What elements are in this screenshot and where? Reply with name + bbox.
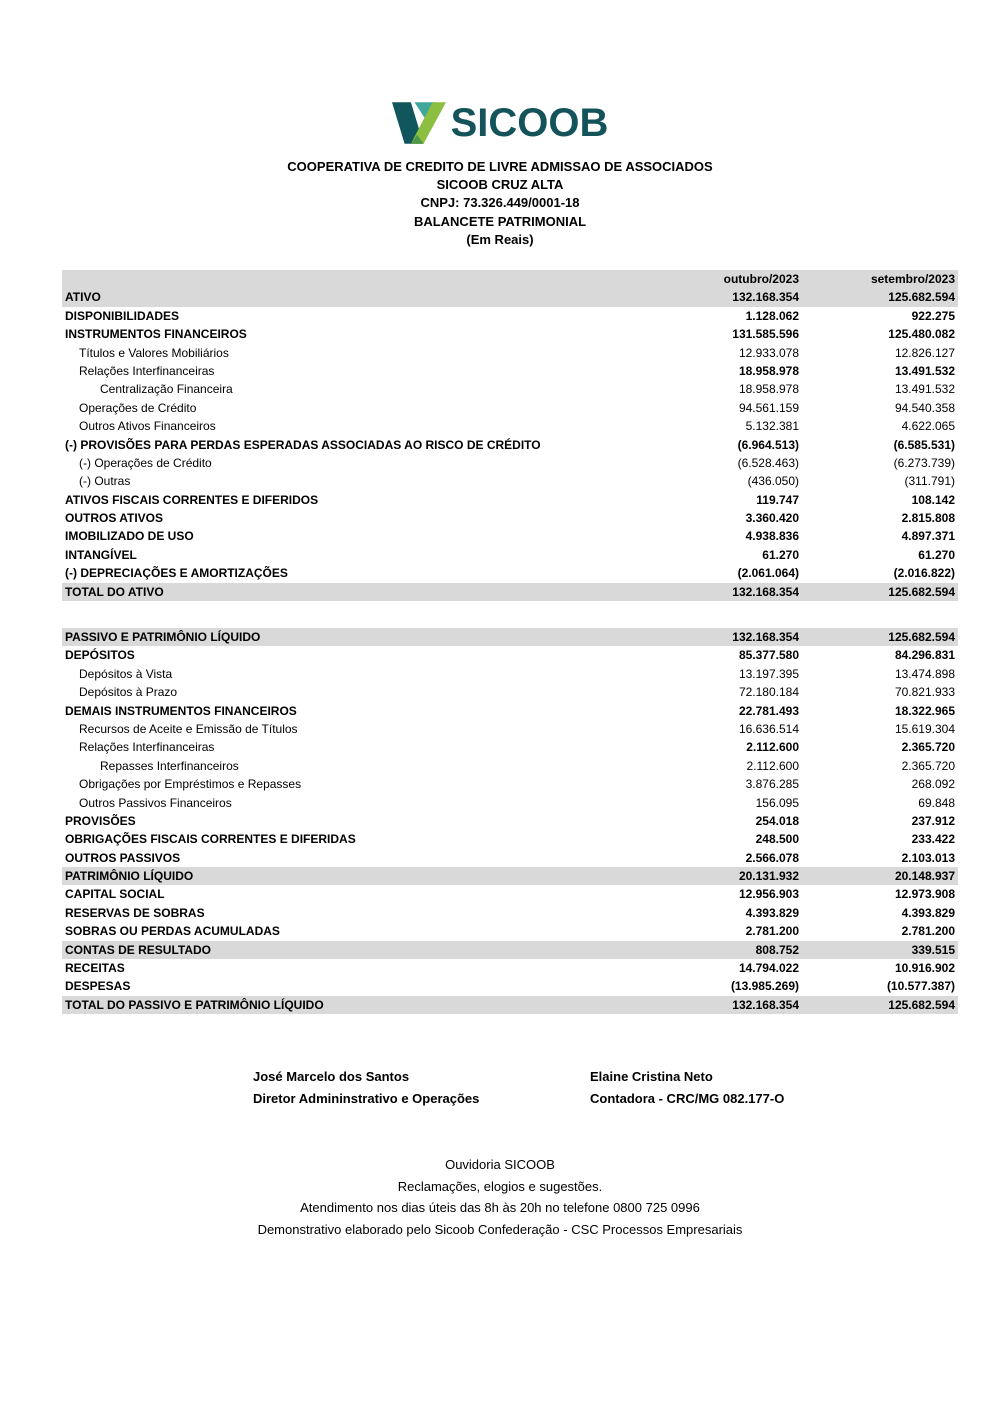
row-value-setembro: 84.296.831: [894, 648, 955, 663]
row-value-outubro: 22.781.493: [738, 703, 799, 718]
row-value-outubro: 94.561.159: [738, 400, 799, 415]
row-value-outubro: 2.112.600: [746, 740, 799, 755]
row-value-setembro: 125.480.082: [888, 327, 955, 342]
table-row: [62, 812, 958, 830]
row-value-setembro: 4.622.065: [901, 419, 955, 434]
signer-name: Elaine Cristina Neto: [590, 1069, 713, 1084]
row-value-setembro: 13.474.898: [894, 666, 955, 681]
table-header-row: [62, 270, 958, 288]
row-label: Outros Ativos Financeiros: [79, 419, 216, 434]
passivo-table: [62, 628, 958, 1014]
row-value-outubro: 132.168.354: [732, 997, 799, 1012]
table-row: [62, 702, 958, 720]
branch-name: SICOOB CRUZ ALTA: [436, 177, 564, 193]
row-label: PATRIMÔNIO LÍQUIDO: [65, 869, 194, 884]
column-header-outubro: outubro/2023: [723, 272, 799, 286]
row-value-outubro: 12.933.078: [738, 345, 799, 360]
row-label: Operações de Crédito: [79, 400, 197, 415]
row-label: SOBRAS OU PERDAS ACUMULADAS: [65, 924, 280, 939]
table-row: [62, 904, 958, 922]
row-value-outubro: 3.876.285: [745, 777, 799, 792]
table-row: [62, 564, 958, 582]
row-label: Depósitos à Vista: [79, 666, 173, 681]
row-value-setembro: 4.393.829: [901, 905, 955, 920]
row-value-setembro: 94.540.358: [894, 400, 955, 415]
row-value-setembro: (6.585.531): [893, 437, 955, 452]
row-label: DEMAIS INSTRUMENTOS FINANCEIROS: [65, 703, 297, 718]
row-value-setembro: 922.275: [911, 308, 955, 323]
row-value-outubro: 2.112.600: [746, 758, 799, 773]
table-row: [62, 307, 958, 325]
row-value-setembro: 18.322.965: [894, 703, 955, 718]
row-value-setembro: (10.577.387): [886, 979, 955, 994]
table-row: [62, 794, 958, 812]
row-value-outubro: 72.180.184: [738, 685, 799, 700]
table-row: [62, 628, 958, 646]
row-value-setembro: 15.619.304: [894, 721, 955, 736]
currency-note: (Em Reais): [466, 231, 534, 247]
row-value-outubro: 254.018: [755, 813, 799, 828]
table-row: [62, 646, 958, 664]
elaboration-note: Demonstrativo elaborado pelo Sicoob Confederação - CSC Processos Empresariais: [257, 1221, 743, 1237]
row-label: Depósitos à Prazo: [79, 685, 178, 700]
row-label: RECEITAS: [65, 961, 125, 976]
row-value-outubro: 13.197.395: [738, 666, 799, 681]
row-value-outubro: 131.585.596: [732, 327, 799, 342]
row-label: Obrigações por Empréstimos e Repasses: [79, 777, 302, 792]
row-label: OUTROS ATIVOS: [65, 511, 164, 526]
row-label: TOTAL DO ATIVO: [65, 584, 164, 599]
row-value-outubro: (6.528.463): [737, 455, 799, 470]
row-label: CAPITAL SOCIAL: [65, 887, 165, 902]
row-value-outubro: 1.128.062: [745, 308, 799, 323]
row-value-outubro: 156.095: [755, 795, 799, 810]
table-row: [62, 399, 958, 417]
row-value-outubro: 85.377.580: [738, 648, 799, 663]
row-value-outubro: 3.360.420: [745, 511, 799, 526]
row-label: RESERVAS DE SOBRAS: [65, 905, 205, 920]
row-label: Recursos de Aceite e Emissão de Títulos: [79, 721, 298, 736]
table-row: [62, 362, 958, 380]
row-value-outubro: 119.747: [756, 492, 799, 507]
row-label: (-) DEPRECIAÇÕES E AMORTIZAÇÕES: [65, 566, 288, 581]
row-label: Outros Passivos Financeiros: [79, 795, 232, 810]
row-label: OUTROS PASSIVOS: [65, 850, 181, 865]
table-row: [62, 380, 958, 398]
row-value-setembro: 69.848: [918, 795, 955, 810]
table-row: [62, 757, 958, 775]
row-value-outubro: 2.566.078: [745, 850, 799, 865]
row-label: INSTRUMENTOS FINANCEIROS: [65, 327, 247, 342]
sicoob-chevron-icon: [392, 99, 446, 147]
document-header: [0, 158, 1000, 249]
row-value-setembro: 2.365.720: [901, 740, 955, 755]
row-value-outubro: 4.938.836: [745, 529, 799, 544]
row-label: ATIVO: [65, 290, 101, 305]
table-row: [62, 941, 958, 959]
table-row: [62, 454, 958, 472]
row-label: CONTAS DE RESULTADO: [65, 942, 211, 957]
table-row: [62, 830, 958, 848]
signature-left: [253, 1066, 479, 1110]
table-row: [62, 288, 958, 306]
row-value-setembro: 268.092: [911, 777, 955, 792]
row-label: (-) Operações de Crédito: [79, 455, 212, 470]
table-row: [62, 436, 958, 454]
phone-info: Atendimento nos dias úteis das 8h às 20h no telefone 0800 725 0996: [300, 1200, 700, 1215]
row-label: IMOBILIZADO DE USO: [65, 529, 194, 544]
row-label: DEPÓSITOS: [65, 648, 135, 663]
row-label: DESPESAS: [65, 979, 131, 994]
row-label: Relações Interfinanceiras: [79, 363, 215, 378]
table-row: [62, 325, 958, 343]
row-value-outubro: 132.168.354: [732, 290, 799, 305]
row-label: Títulos e Valores Mobiliários: [79, 345, 229, 360]
row-value-setembro: 2.103.013: [901, 850, 955, 865]
table-row: [62, 738, 958, 756]
row-value-setembro: 12.973.908: [894, 887, 955, 902]
row-label: Relações Interfinanceiras: [79, 740, 215, 755]
row-value-outubro: (2.061.064): [737, 566, 799, 581]
passivo-rows: [62, 628, 958, 1014]
row-label: Repasses Interfinanceiros: [100, 758, 239, 773]
ativo-rows: [62, 288, 958, 601]
row-value-setembro: 125.682.594: [888, 584, 955, 599]
table-row: [62, 509, 958, 527]
row-label: ATIVOS FISCAIS CORRENTES E DIFERIDOS: [65, 492, 319, 507]
row-value-setembro: (6.273.739): [893, 455, 955, 470]
row-label: PROVISÕES: [65, 813, 136, 828]
signer-title: Diretor Admininstrativo e Operações: [253, 1091, 480, 1106]
row-label: DISPONIBILIDADES: [65, 308, 180, 323]
row-value-outubro: 61.270: [762, 547, 799, 562]
row-value-setembro: 2.365.720: [901, 758, 955, 773]
ouvidoria-title: Ouvidoria SICOOB: [445, 1157, 555, 1172]
row-value-outubro: (6.964.513): [737, 437, 799, 452]
sicoob-logo: [0, 97, 1000, 149]
table-row: [62, 885, 958, 903]
row-value-outubro: 18.958.978: [738, 382, 799, 397]
row-value-outubro: (436.050): [747, 474, 799, 489]
row-value-outubro: 18.958.978: [738, 363, 799, 378]
row-value-setembro: 2.815.808: [901, 511, 955, 526]
row-value-outubro: 16.636.514: [738, 721, 799, 736]
table-row: [62, 867, 958, 885]
row-label: Centralização Financeira: [100, 382, 233, 397]
row-value-setembro: 237.912: [911, 813, 955, 828]
document-footer: [0, 1154, 1000, 1240]
row-value-setembro: 233.422: [911, 832, 955, 847]
row-value-outubro: 2.781.200: [745, 924, 799, 939]
row-value-outubro: 5.132.381: [745, 419, 799, 434]
table-row: [62, 775, 958, 793]
table-row: [62, 546, 958, 564]
table-row: [62, 959, 958, 977]
row-value-setembro: (2.016.822): [893, 566, 955, 581]
row-value-setembro: 70.821.933: [894, 685, 955, 700]
row-value-setembro: 4.897.371: [901, 529, 955, 544]
row-label: OBRIGAÇÕES FISCAIS CORRENTES E DIFERIDAS: [65, 832, 356, 847]
row-value-setembro: 125.682.594: [888, 630, 955, 644]
column-header-setembro: setembro/2023: [870, 272, 955, 286]
row-value-setembro: 125.682.594: [888, 290, 955, 305]
row-label: INTANGÍVEL: [65, 547, 137, 562]
table-row: [62, 491, 958, 509]
signer-title: Contadora - CRC/MG 082.177-O: [590, 1091, 785, 1106]
row-value-outubro: (13.985.269): [730, 979, 799, 994]
row-value-outubro: 12.956.903: [738, 887, 799, 902]
table-row: [62, 683, 958, 701]
table-row: [62, 472, 958, 490]
row-value-outubro: 132.168.354: [732, 584, 799, 599]
table-row: [62, 344, 958, 362]
row-value-setembro: 2.781.200: [901, 924, 955, 939]
row-value-setembro: 13.491.532: [894, 363, 955, 378]
sicoob-wordmark: SICOOB: [450, 101, 609, 145]
row-value-outubro: 14.794.022: [738, 961, 799, 976]
table-row: [62, 583, 958, 601]
table-row: [62, 922, 958, 940]
cnpj: CNPJ: 73.326.449/0001-18: [420, 195, 580, 211]
row-value-setembro: 125.682.594: [888, 997, 955, 1012]
row-value-setembro: 20.148.937: [894, 869, 955, 884]
row-value-setembro: 108.142: [911, 492, 955, 507]
signer-name: José Marcelo dos Santos: [253, 1069, 410, 1084]
row-value-outubro: 808.752: [755, 942, 799, 957]
table-row: [62, 417, 958, 435]
ouvidoria-subtitle: Reclamações, elogios e sugestões.: [397, 1178, 603, 1194]
cooperative-name: COOPERATIVA DE CREDITO DE LIVRE ADMISSAO DE ASSOCIADOS: [287, 159, 713, 174]
ativo-table: [62, 270, 958, 601]
row-value-outubro: 20.131.932: [738, 869, 799, 884]
table-row: [62, 665, 958, 683]
table-row: [62, 977, 958, 995]
row-value-outubro: 132.168.354: [732, 630, 799, 644]
row-value-setembro: 339.515: [911, 942, 955, 957]
row-value-outubro: 248.500: [755, 832, 799, 847]
row-label: (-) PROVISÕES PARA PERDAS ESPERADAS ASSOCIADAS AO RISCO DE CRÉDITO: [65, 437, 541, 452]
table-row: [62, 849, 958, 867]
table-row: [62, 720, 958, 738]
document-title: BALANCETE PATRIMONIAL: [413, 213, 587, 229]
signature-right: [590, 1066, 784, 1110]
row-value-setembro: 10.916.902: [894, 961, 955, 976]
row-value-outubro: 4.393.829: [745, 905, 799, 920]
row-value-setembro: 61.270: [918, 547, 955, 562]
table-row: [62, 996, 958, 1014]
row-label: PASSIVO E PATRIMÔNIO LÍQUIDO: [65, 630, 261, 644]
table-row: [62, 527, 958, 545]
row-value-setembro: (311.791): [904, 474, 955, 489]
row-value-setembro: 12.826.127: [894, 345, 955, 360]
row-label: (-) Outras: [79, 474, 131, 489]
row-label: TOTAL DO PASSIVO E PATRIMÔNIO LÍQUIDO: [65, 997, 324, 1012]
row-value-setembro: 13.491.532: [894, 382, 955, 397]
